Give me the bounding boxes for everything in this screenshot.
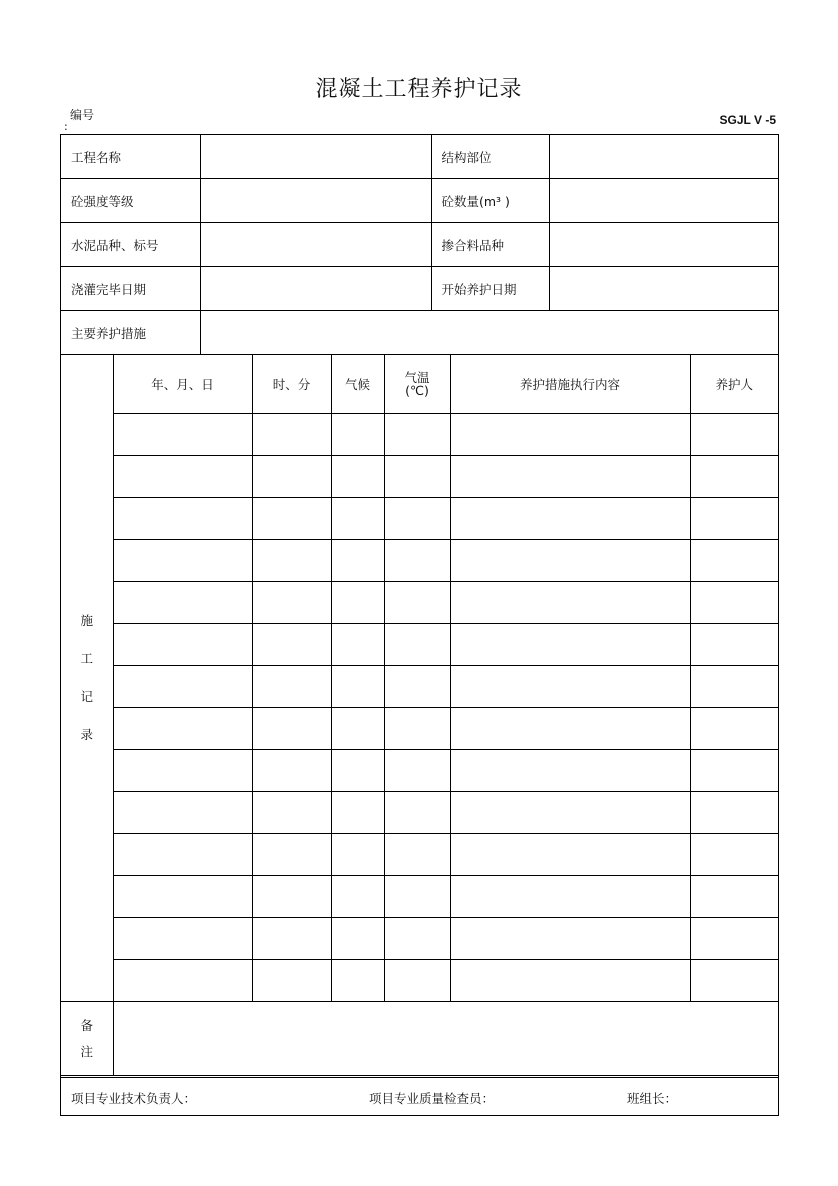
table-row xyxy=(61,498,778,540)
date-cell[interactable] xyxy=(113,750,252,792)
curing-record-form xyxy=(60,134,779,1116)
person-cell[interactable] xyxy=(690,540,778,582)
date-cell[interactable] xyxy=(113,540,252,582)
date-cell[interactable] xyxy=(113,792,252,834)
construction-log-table xyxy=(61,355,778,1002)
tech-lead-signature-label: 项目专业技术负责人： xyxy=(71,1091,197,1106)
temperature-cell[interactable] xyxy=(384,876,450,918)
column-header-content: 养护措施执行内容 xyxy=(450,355,690,414)
column-header-person: 养护人 xyxy=(690,355,778,414)
temperature-cell[interactable] xyxy=(384,414,450,456)
column-header-weather: 气候 xyxy=(331,355,384,414)
weather-cell[interactable] xyxy=(331,792,384,834)
weather-cell[interactable] xyxy=(331,708,384,750)
temperature-header-line2: (℃) xyxy=(405,383,429,398)
table-row xyxy=(61,960,778,1002)
section-label-char: 记 xyxy=(80,689,93,704)
temperature-header-line1: 气温 xyxy=(404,370,430,385)
content-cell[interactable] xyxy=(450,456,690,498)
admixture-label: 掺合料品种 xyxy=(431,223,549,267)
remarks-label-char: 注 xyxy=(80,1043,93,1059)
section-label-char: 录 xyxy=(80,727,93,742)
weather-cell[interactable] xyxy=(331,456,384,498)
table-row xyxy=(61,876,778,918)
table-row xyxy=(61,624,778,666)
content-cell[interactable] xyxy=(450,624,690,666)
serial-number-colon: : xyxy=(64,120,68,133)
time-cell[interactable] xyxy=(252,918,331,960)
time-cell[interactable] xyxy=(252,540,331,582)
time-cell[interactable] xyxy=(252,834,331,876)
content-cell[interactable] xyxy=(450,918,690,960)
person-cell[interactable] xyxy=(690,414,778,456)
temperature-cell[interactable] xyxy=(384,960,450,1002)
table-row xyxy=(61,582,778,624)
time-cell[interactable] xyxy=(252,876,331,918)
temperature-cell[interactable] xyxy=(384,498,450,540)
date-cell[interactable] xyxy=(113,624,252,666)
temperature-cell[interactable] xyxy=(384,918,450,960)
time-cell[interactable] xyxy=(252,960,331,1002)
structure-part-label: 结构部位 xyxy=(431,135,549,179)
pour-end-date-label: 浇灌完毕日期 xyxy=(61,267,200,311)
table-row xyxy=(61,708,778,750)
date-cell[interactable] xyxy=(113,582,252,624)
table-row xyxy=(61,540,778,582)
weather-cell[interactable] xyxy=(331,960,384,1002)
time-cell[interactable] xyxy=(252,708,331,750)
content-cell[interactable] xyxy=(450,960,690,1002)
time-cell[interactable] xyxy=(252,456,331,498)
concrete-grade-field[interactable] xyxy=(200,179,431,223)
temperature-cell[interactable] xyxy=(384,666,450,708)
content-cell[interactable] xyxy=(450,582,690,624)
column-header-date: 年、月、日 xyxy=(113,355,252,414)
weather-cell[interactable] xyxy=(331,918,384,960)
temperature-cell[interactable] xyxy=(384,456,450,498)
date-cell[interactable] xyxy=(113,414,252,456)
column-header-temperature xyxy=(384,355,450,414)
person-cell[interactable] xyxy=(690,582,778,624)
time-cell[interactable] xyxy=(252,792,331,834)
person-cell[interactable] xyxy=(690,918,778,960)
table-row xyxy=(61,834,778,876)
content-cell[interactable] xyxy=(450,750,690,792)
date-cell[interactable] xyxy=(113,456,252,498)
section-label-char: 施 xyxy=(80,613,93,628)
team-leader-signature-label: 班组长： xyxy=(627,1091,678,1106)
curing-start-date-label: 开始养护日期 xyxy=(431,267,549,311)
remarks-label xyxy=(61,1002,113,1076)
admixture-field[interactable] xyxy=(549,223,778,267)
cement-label: 水泥品种、标号 xyxy=(61,223,200,267)
date-cell[interactable] xyxy=(113,918,252,960)
content-cell[interactable] xyxy=(450,414,690,456)
content-cell[interactable] xyxy=(450,792,690,834)
cement-field[interactable] xyxy=(200,223,431,267)
temperature-cell[interactable] xyxy=(384,834,450,876)
section-label-char: 工 xyxy=(80,651,93,666)
weather-cell[interactable] xyxy=(331,876,384,918)
date-cell[interactable] xyxy=(113,498,252,540)
content-cell[interactable] xyxy=(450,834,690,876)
table-row xyxy=(61,666,778,708)
curing-start-date-field[interactable] xyxy=(549,267,778,311)
person-cell[interactable] xyxy=(690,666,778,708)
page-title: 混凝土工程养护记录 xyxy=(315,77,523,102)
construction-log-section-label xyxy=(61,355,113,1002)
temperature-cell[interactable] xyxy=(384,582,450,624)
time-cell[interactable] xyxy=(252,498,331,540)
date-cell[interactable] xyxy=(113,666,252,708)
info-table xyxy=(61,135,778,355)
time-cell[interactable] xyxy=(252,666,331,708)
concrete-volume-field[interactable] xyxy=(549,179,778,223)
concrete-grade-label: 砼强度等级 xyxy=(61,179,200,223)
person-cell[interactable] xyxy=(690,498,778,540)
weather-cell[interactable] xyxy=(331,498,384,540)
remarks-field[interactable] xyxy=(113,1002,778,1076)
concrete-volume-label: 砼数量(m³ ) xyxy=(431,179,549,223)
time-cell[interactable] xyxy=(252,582,331,624)
table-row xyxy=(61,792,778,834)
weather-cell[interactable] xyxy=(331,540,384,582)
main-measures-field[interactable] xyxy=(200,311,778,355)
table-row xyxy=(61,414,778,456)
weather-cell[interactable] xyxy=(331,750,384,792)
weather-cell[interactable] xyxy=(331,834,384,876)
signature-footer xyxy=(61,1077,778,1117)
time-cell[interactable] xyxy=(252,624,331,666)
pour-end-date-field[interactable] xyxy=(200,267,431,311)
date-cell[interactable] xyxy=(113,960,252,1002)
form-code: SGJL V -5 xyxy=(719,113,776,127)
temperature-cell[interactable] xyxy=(384,540,450,582)
date-cell[interactable] xyxy=(113,834,252,876)
table-row xyxy=(61,750,778,792)
temperature-cell[interactable] xyxy=(384,624,450,666)
person-cell[interactable] xyxy=(690,708,778,750)
structure-part-field[interactable] xyxy=(549,135,778,179)
person-cell[interactable] xyxy=(690,456,778,498)
content-cell[interactable] xyxy=(450,708,690,750)
table-row xyxy=(61,456,778,498)
content-cell[interactable] xyxy=(450,876,690,918)
serial-number-label: 编号 xyxy=(70,108,95,122)
person-cell[interactable] xyxy=(690,792,778,834)
time-cell[interactable] xyxy=(252,414,331,456)
project-name-label: 工程名称 xyxy=(61,135,200,179)
remarks-table xyxy=(61,1002,778,1076)
weather-cell[interactable] xyxy=(331,414,384,456)
person-cell[interactable] xyxy=(690,834,778,876)
main-measures-label: 主要养护措施 xyxy=(61,311,200,355)
project-name-field[interactable] xyxy=(200,135,431,179)
remarks-label-char: 备 xyxy=(80,1017,93,1033)
temperature-cell[interactable] xyxy=(384,708,450,750)
temperature-cell[interactable] xyxy=(384,750,450,792)
content-cell[interactable] xyxy=(450,540,690,582)
date-cell[interactable] xyxy=(113,708,252,750)
table-row xyxy=(61,918,778,960)
content-cell[interactable] xyxy=(450,498,690,540)
weather-cell[interactable] xyxy=(331,624,384,666)
time-cell[interactable] xyxy=(252,750,331,792)
date-cell[interactable] xyxy=(113,876,252,918)
temperature-cell[interactable] xyxy=(384,792,450,834)
person-cell[interactable] xyxy=(690,876,778,918)
person-cell[interactable] xyxy=(690,750,778,792)
person-cell[interactable] xyxy=(690,960,778,1002)
weather-cell[interactable] xyxy=(331,582,384,624)
weather-cell[interactable] xyxy=(331,666,384,708)
content-cell[interactable] xyxy=(450,666,690,708)
qc-inspector-signature-label: 项目专业质量检查员： xyxy=(369,1091,495,1106)
person-cell[interactable] xyxy=(690,624,778,666)
column-header-time: 时、分 xyxy=(252,355,331,414)
